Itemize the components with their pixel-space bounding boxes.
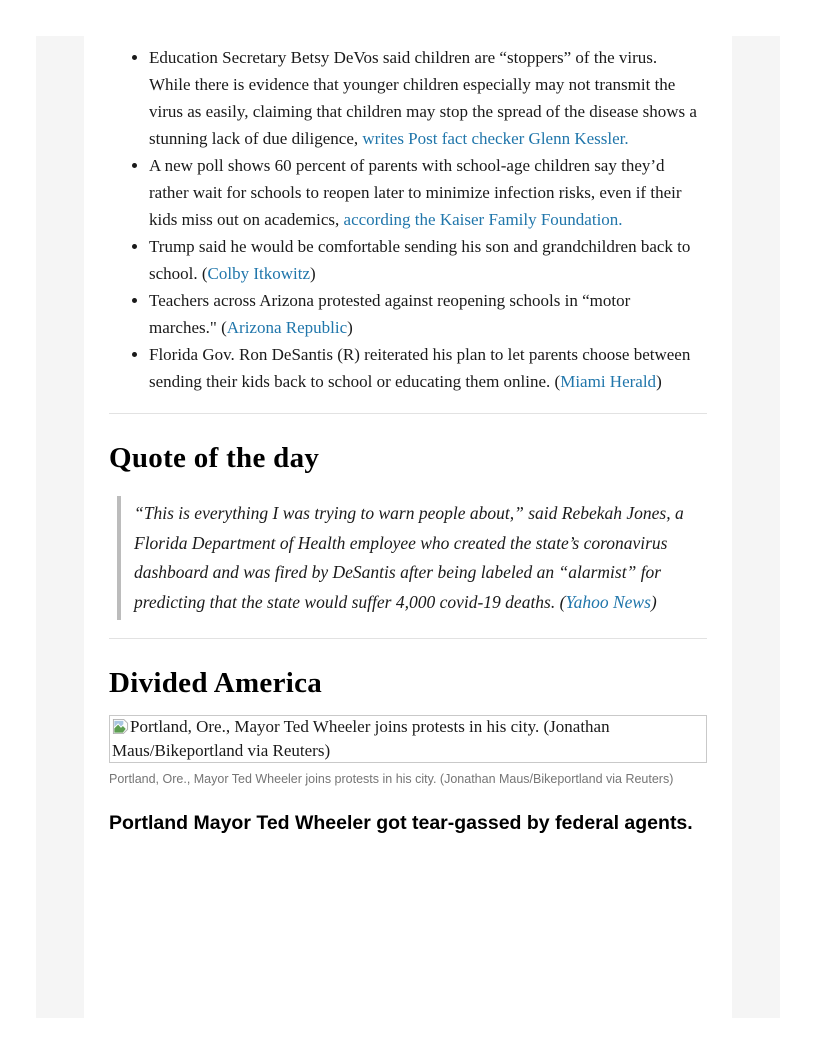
bullet-text: Florida Gov. Ron DeSantis (R) reiterated his plan to let parents choose between sending their kids back to school or educating them online. ( (149, 345, 691, 391)
section-divider (109, 638, 707, 639)
article-headline: Portland Mayor Ted Wheeler got tear-gassed by federal agents. (109, 812, 693, 834)
news-link-glenn-kessler[interactable]: writes Post fact checker Glenn Kessler. (362, 129, 629, 148)
news-bullet-item (149, 287, 701, 341)
bullet-text: ) (347, 318, 353, 337)
divided-america-heading: Divided America (109, 667, 323, 699)
news-link-arizona-republic[interactable]: Arizona Republic (226, 318, 348, 337)
quote-section-heading: Quote of the day (109, 442, 320, 474)
email-background (36, 36, 780, 1018)
quote-block (117, 496, 707, 620)
bullet-text: ) (656, 372, 662, 391)
bullet-text: Teachers across Arizona protested against reopening schools in “motor marches." ( (149, 291, 631, 337)
news-bullet-item (149, 44, 701, 152)
quote-text: “This is everything I was trying to warn people about,” said Rebekah Jones, a Florida Department of Health employee who created the state’s coronavirus dashboard and was fired by DeSantis after being labeled an “alarmist” for predicting that the state would suffer 4,000 covid-19 deaths. ( (134, 503, 684, 612)
quote-link-yahoo-news[interactable]: Yahoo News (565, 591, 651, 612)
news-link-miami-herald[interactable]: Miami Herald (560, 372, 657, 391)
news-link-colby-itkowitz[interactable]: Colby Itkowitz (207, 264, 311, 283)
section-divider (109, 413, 707, 414)
news-bullet-item (149, 233, 701, 287)
image-alt-text: Portland, Ore., Mayor Ted Wheeler joins protests in his city. (Jonathan Maus/Bikeportland via Reuters) (112, 717, 610, 760)
bullet-text: Education Secretary Betsy DeVos said children are “stoppers” of the virus. While there is evidence that younger children especially may not transmit the virus as easily, claiming that children may stop the spread of the disease shows a stunning lack of due diligence, (149, 48, 697, 148)
article-image-placeholder[interactable] (109, 715, 707, 763)
news-bullet-item (149, 341, 701, 395)
newsletter-content-area (84, 36, 732, 1018)
quote-text: ) (650, 591, 657, 612)
bullet-text: Trump said he would be comfortable sending his son and grandchildren back to school. ( (149, 237, 691, 283)
broken-image-icon (112, 718, 129, 741)
bullet-text: A new poll shows 60 percent of parents with school-age children say they’d rather wait for schools to reopen later to minimize infection risks, even if their kids miss out on academics, (149, 156, 682, 229)
news-link-kaiser-family-foundation[interactable]: according the Kaiser Family Foundation. (343, 210, 623, 229)
image-caption: Portland, Ore., Mayor Ted Wheeler joins protests in his city. (Jonathan Maus/Bikeportland via Reuters) (109, 772, 674, 786)
news-bullet-item (149, 152, 701, 233)
news-bullet-list (109, 36, 707, 395)
bullet-text: ) (310, 264, 316, 283)
